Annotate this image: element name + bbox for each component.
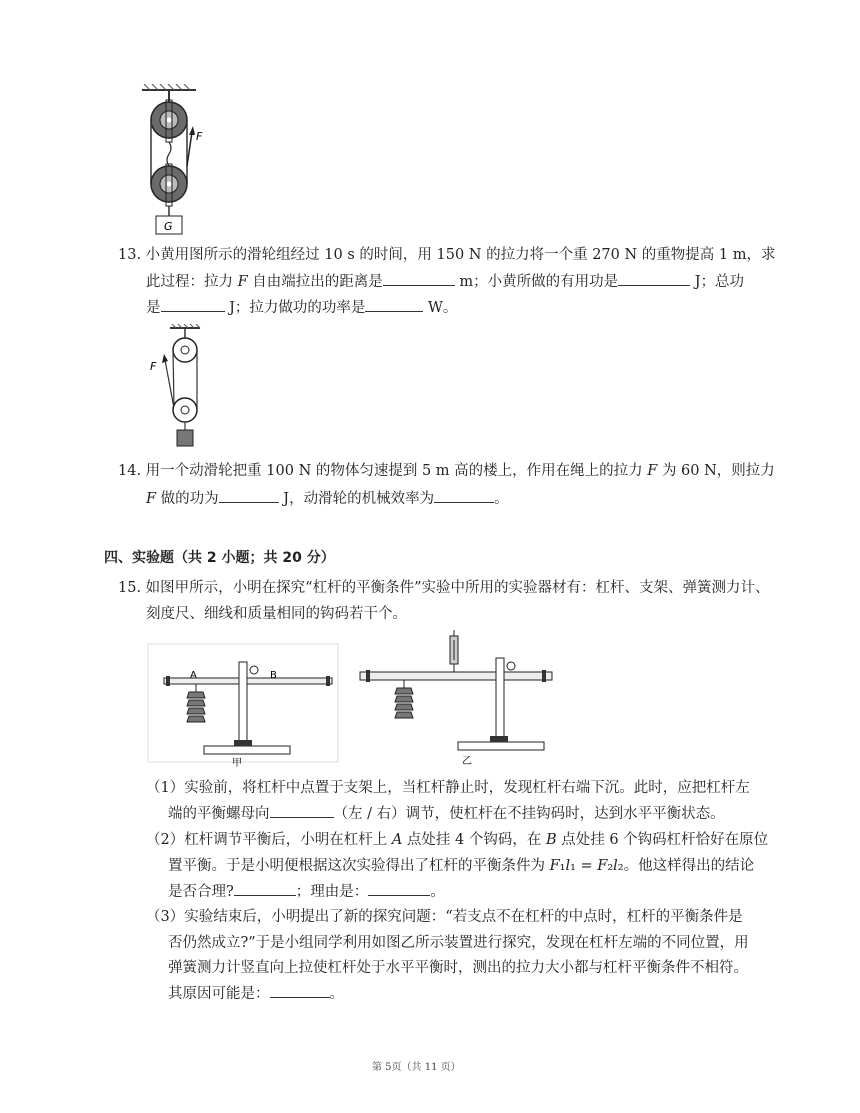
q13-text-1: 小黄用图所示的滑轮组经过 10 s 的时间，用 150 N 的拉力将一个重 270 N 的重物提高 1 m，求 [145,247,776,263]
q13-text-2c: J；总功 [690,274,745,290]
pulley-figure-1 [138,84,210,236]
q15-part2-text-3a: 是否合理? [168,884,234,900]
q15-part3-text-4b: 。 [329,986,344,1002]
q13-text-3c: W。 [423,300,458,316]
q15-line-1 [118,578,770,598]
pulley2-force-label: F [150,360,157,373]
q15-part3-line-2: 否仍然成立?”于是小组同学利用如图乙所示装置进行探究，发现在杠杆左端的不同位置，用 [168,935,749,951]
q13-text-3a: 是 [146,300,161,316]
answer-blank-efficiency[interactable] [434,488,494,503]
lever-point-a: A [190,670,197,681]
q13-number: 13. [118,247,142,263]
q14-line-2 [146,488,509,509]
q15-part1-text-2b: （左 / 右）调节，使杠杆在不挂钩码时，达到水平平衡状态。 [333,806,725,822]
q15-part2-line-1: （2）杠杆调节平衡后，小明在杠杆上 𝐴 点处挂 4 个钩码，在 𝐵 点处挂 6 个钩码杠杆恰好在原位 [146,832,769,848]
lever-jia [148,644,338,769]
q15-part1-line-2 [168,803,725,824]
q15-text-1: 如图甲所示，小明在探究“杠杆的平衡条件”实验中所用的实验器材有：杠杆、支架、弹簧测力计、 [145,580,770,596]
q13-text-2a: 此过程：拉力 𝐹 自由端拉出的距离是 [146,274,383,290]
q15-part3-line-4 [168,983,344,1004]
q15-part3-line-3: 弹簧测力计竖直向上拉使杠杆处于水平平衡时，测出的拉力大小都与杠杆平衡条件不相符。 [168,960,748,976]
answer-blank-useful-work[interactable] [618,271,690,286]
page-footer: 第 5页（共 11 页） [372,1062,461,1073]
section-heading: 四、实验题（共 2 小题；共 20 分） [104,550,335,566]
answer-blank-cause[interactable] [270,983,330,998]
answer-blank-work-done[interactable] [219,488,279,503]
q15-part2-line-2: 置平衡。于是小明便根据这次实验得出了杠杆的平衡条件为 𝐹₁𝑙₁ = 𝐹₂𝑙₂。他这样得出的结论 [168,858,755,874]
q14-number: 14. [118,463,142,479]
pulley1-force-label: F [196,130,203,143]
q15-part3-line-1: （3）实验结束后，小明提出了新的探究问题：“若支点不在杠杆的中点时，杠杆的平衡条件是 [146,909,743,925]
q14-text-2a: 𝐹 做的功为 [146,491,219,507]
q13-line-3 [146,297,457,318]
q15-part2-line-3 [168,881,445,902]
q15-number: 15. [118,580,142,596]
q15-part3-text-4a: 其原因可能是： [168,986,270,1002]
q15-part1-text-2a: 端的平衡螺母向 [168,806,270,822]
q13-line-1 [118,245,775,265]
q13-text-2b: m；小黄所做的有用功是 [454,274,619,290]
lever-figure [146,630,556,770]
answer-blank-power[interactable] [365,297,423,312]
q14-text-2b: J，动滑轮的机械效率为 [278,491,435,507]
answer-blank-total-work[interactable] [161,297,225,312]
pulley1-weight-label: G [164,220,173,233]
q14-text-2c: 。 [494,491,509,507]
q15-line-2: 刻度尺、细线和质量相同的钩码若干个。 [146,606,407,622]
answer-blank-reason[interactable] [368,881,430,896]
q14-line-1 [118,461,775,481]
q15-part2-text-3b: ；理由是： [295,884,369,900]
pulley-figure-2 [148,324,208,450]
answer-blank-distance[interactable] [383,271,455,286]
lever-point-b: B [270,670,277,681]
answer-blank-reasonable[interactable] [234,881,296,896]
q14-text-1: 用一个动滑轮把重 100 N 的物体匀速提到 5 m 高的楼上，作用在绳上的拉力 𝐹 为 60 N，则拉力 [145,463,775,479]
answer-blank-direction[interactable] [270,803,334,818]
q15-part1-line-1: （1）实验前，将杠杆中点置于支架上，当杠杆静止时，发现杠杆右端下沉。此时，应把杠杆左 [146,780,750,796]
q13-text-3b: J；拉力做功的功率是 [224,300,366,316]
lever-caption-yi: 乙 [462,756,472,767]
lever-caption-jia: 甲 [232,758,242,769]
q15-part2-text-3c: 。 [430,884,445,900]
lever-yi [360,630,552,767]
q13-line-2 [146,271,744,292]
